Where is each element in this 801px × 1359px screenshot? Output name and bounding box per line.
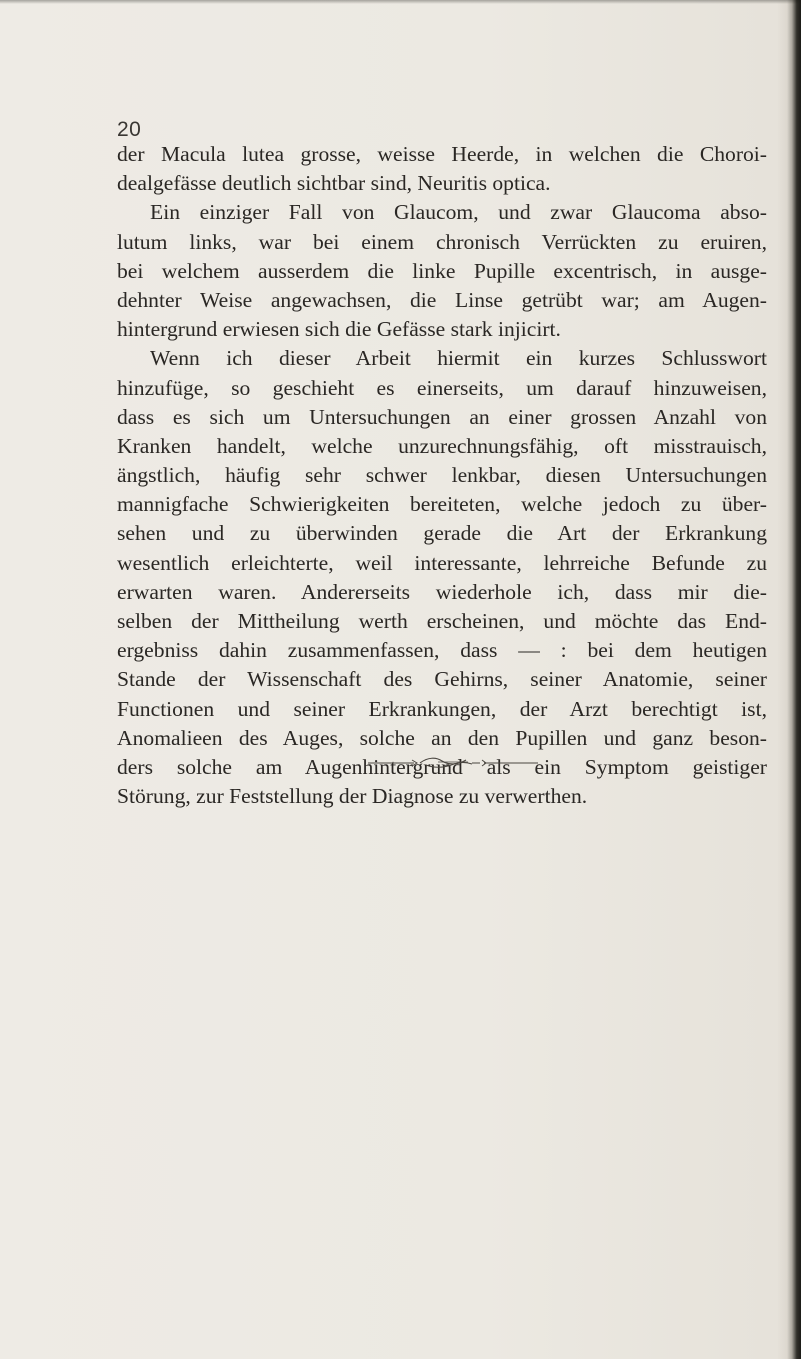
- page-top-shadow: [0, 0, 801, 4]
- text-line: bei welchem ausserdem die linke Pupille excentrisch, in ausge-: [117, 258, 767, 283]
- body-text: [117, 140, 767, 811]
- text-line: ängstlich, häufig sehr schwer lenkbar, diesen Untersuchungen: [117, 463, 767, 488]
- text-line: erwarten waren. Andererseits wiederhole ich, dass mir die-: [117, 579, 767, 604]
- decorative-rule-icon: [368, 756, 538, 770]
- text-line: ders solche am Augenhintergrund als ein Symptom geistiger: [117, 754, 767, 779]
- text-line: wesentlich erleichterte, weil interessante, lehrreiche Befunde zu: [117, 550, 767, 575]
- text-line: Kranken handelt, welche unzurechnungsfähig, oft misstrauisch,: [117, 433, 767, 458]
- text-line: Stande der Wissenschaft des Gehirns, seiner Anatomie, seiner: [117, 667, 767, 692]
- text-line: sehen und zu überwinden gerade die Art der Erkrankung: [117, 521, 767, 546]
- text-line: der Macula lutea grosse, weisse Heerde, in welchen die Choroi-: [117, 142, 767, 166]
- text-line: hintergrund erwiesen sich die Gefässe stark injicirt.: [117, 317, 561, 342]
- text-line: Ein einziger Fall von Glaucom, und zwar Glaucoma abso-: [150, 200, 767, 225]
- text-line: dass es sich um Untersuchungen an einer grossen Anzahl von: [117, 404, 767, 429]
- text-line: selben der Mittheilung werth erscheinen, und möchte das End-: [117, 609, 767, 633]
- text-line: mannigfache Schwierigkeiten bereiteten, welche jedoch zu über-: [117, 492, 767, 517]
- text-line: Wenn ich dieser Arbeit hiermit ein kurzes Schlusswort: [150, 346, 767, 371]
- text-line: lutum links, war bei einem chronisch Verrückten zu eruiren,: [117, 229, 767, 254]
- book-spine-shadow: [787, 0, 801, 1359]
- text-line: ergebniss dahin zusammenfassen, dass — : bei dem heutigen: [117, 638, 767, 663]
- text-line: hinzufüge, so geschieht es einerseits, um darauf hinzuweisen,: [117, 375, 767, 400]
- page-number: 20: [117, 118, 142, 141]
- text-line: Anomalieen des Auges, solche an den Pupillen und ganz beson-: [117, 725, 767, 750]
- text-line: dehnter Weise angewachsen, die Linse getrübt war; am Augen-: [117, 287, 767, 312]
- text-line: dealgefässe deutlich sichtbar sind, Neuritis optica.: [117, 171, 551, 196]
- text-line: Störung, zur Feststellung der Diagnose zu verwerthen.: [117, 784, 588, 809]
- text-line: Functionen und seiner Erkrankungen, der Arzt berechtigt ist,: [117, 696, 767, 721]
